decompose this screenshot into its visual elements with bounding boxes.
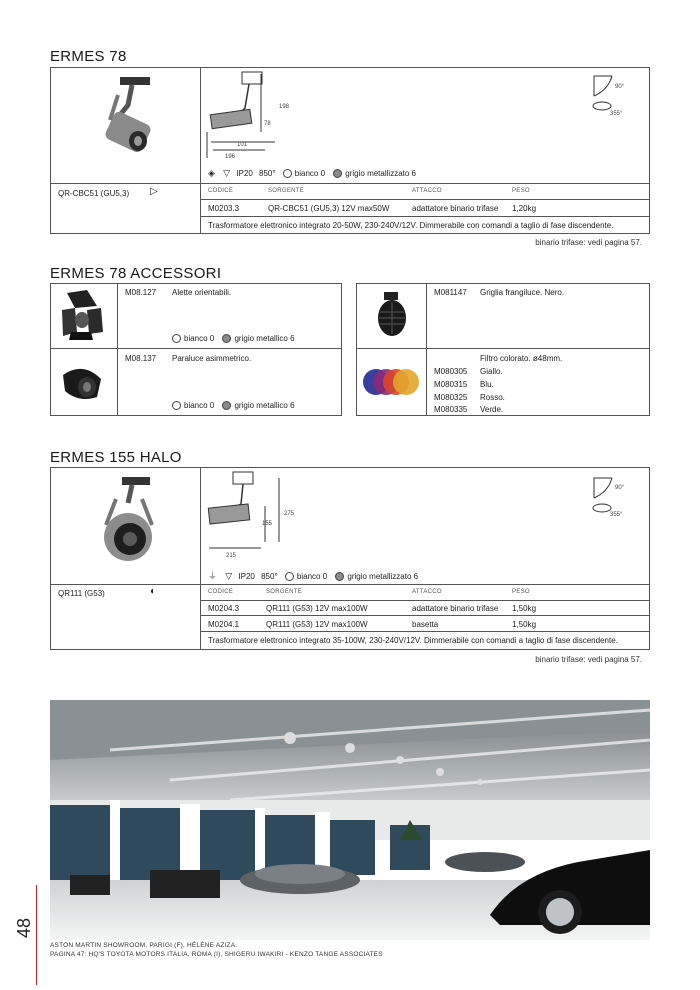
dim-height-total: 198 (279, 104, 290, 110)
grey-swatch-icon (333, 169, 342, 178)
lamp-icon: ▷ (150, 186, 158, 197)
color-filters-image (362, 364, 422, 400)
row-mount: adattatore binario trifase (412, 604, 499, 613)
barn-doors-image (57, 288, 107, 343)
col-mount: ATTACCO (412, 589, 442, 595)
col-weight: PESO (512, 188, 530, 194)
white-swatch-icon (172, 334, 181, 343)
row-code: M0204.1 (208, 620, 240, 629)
track-footnote: binario trifase: vedi pagina 57. (535, 238, 642, 247)
transformer-note: Trasformatore elettronico integrato 20-50W, 230-240V/12V. Dimmerabile con comandi a taglio di fase discendente. (208, 221, 614, 230)
dim-height-head: 155 (262, 521, 273, 527)
accessory-colors (172, 401, 295, 410)
louvre-grid-image (370, 290, 415, 342)
photo-caption-1: ASTON MARTIN SHOWROOM, PARIGI (F), HÉLÈNE AZIZA. (50, 942, 238, 949)
f-mark-icon: ▽ (225, 571, 233, 581)
row-source: QR111 (G53) 12V max100W (266, 620, 368, 629)
tilt-angle: 90° (615, 485, 625, 491)
color-grey-label: grigio metallico 6 (234, 334, 295, 343)
white-swatch-icon (285, 572, 294, 581)
filter-code: M080335 (434, 405, 468, 414)
filter-name: Giallo. (480, 367, 503, 376)
grey-swatch-icon (335, 572, 344, 581)
earth-icon: ⏚ (208, 571, 218, 581)
filter-name: Blu. (480, 380, 494, 389)
rotate-angle: 355° (610, 111, 623, 117)
color-white-label: bianco 0 (184, 401, 215, 410)
color-grey-label: grigio metallico 6 (234, 401, 295, 410)
col-code: CODICE (208, 589, 234, 595)
row-code: M0203.3 (208, 204, 240, 213)
asymmetric-shade-image (57, 355, 107, 410)
filter-name: Rosso. (480, 393, 505, 402)
filter-code: M080325 (434, 393, 468, 402)
row-mount: adattatore binario trifase (412, 204, 499, 213)
section-title-ermes-78: ERMES 78 (50, 48, 127, 65)
transformer-note: Trasformatore elettronico integrato 35-100W, 230-240V/12V. Dimmerabile con comandi a taglio di fase discendente. (208, 636, 618, 645)
row-weight: 1,20kg (512, 204, 537, 213)
accessory-code: M081147 (434, 288, 467, 297)
white-swatch-icon (283, 169, 292, 178)
lamp-label: QR-CBC51 (GU5,3) (58, 189, 130, 198)
dim-height-head: 78 (264, 121, 271, 127)
ip-rating: IP20 (238, 572, 255, 581)
filters-desc: Filtro colorato. ø48mm. (480, 354, 563, 363)
ermes-78-technical-drawing (205, 70, 325, 165)
col-source: SORGENTE (268, 188, 305, 194)
temp-rating: 850° (259, 169, 276, 178)
ip-rating: IP20 (236, 169, 253, 178)
section-title-accessori: ERMES 78 ACCESSORI (50, 265, 222, 282)
row-weight: 1,50kg (512, 604, 537, 613)
dim-height-total: 275 (284, 511, 295, 517)
accessory-desc: Alette orientabili. (172, 288, 232, 297)
lamp-icon: ◐ (150, 586, 157, 597)
accessory-desc: Griglia frangiluce. Nero. (480, 288, 565, 297)
color-white-label: bianco 0 (294, 169, 326, 178)
class-ii-icon: ◈ (208, 168, 215, 178)
filter-name: Verde. (480, 405, 504, 414)
tilt-angle: 90° (615, 84, 625, 90)
dim-width-head: 101 (237, 142, 248, 148)
accessory-desc: Paraluce asimmetrico. (172, 354, 252, 363)
filter-code: M080305 (434, 367, 468, 376)
ermes-155-technical-drawing (205, 470, 325, 555)
rotate-angle: 355° (610, 512, 623, 518)
row-mount: basetta (412, 620, 439, 629)
color-grey-label: grigio metallizzato 6 (345, 169, 416, 178)
color-grey-label: grigio metallizzato 6 (347, 572, 419, 581)
color-white-label: bianco 0 (296, 572, 328, 581)
page-accent-line (36, 885, 37, 985)
accessory-colors (172, 334, 295, 343)
photo-caption-2: PAGINA 47: HQ'S TOYOTA MOTORS ITALIA, ROMA (I), SHIGERU IWAKIRI - KENZO TANGE ASSOCIATES (50, 951, 383, 958)
row-weight: 1,50kg (512, 620, 537, 629)
lamp-label: QR111 (G53) (58, 589, 105, 598)
showroom-photo (50, 700, 650, 940)
ermes-78-product-image (80, 75, 180, 175)
ermes-155-specs (208, 569, 418, 582)
col-mount: ATTACCO (412, 188, 442, 194)
row-source: QR111 (G53) 12V max100W (266, 604, 368, 613)
section-title-ermes-155: ERMES 155 HALO (50, 449, 182, 466)
grey-swatch-icon (222, 334, 231, 343)
dim-width-total: 196 (225, 154, 236, 160)
ermes-78-specs (208, 168, 416, 179)
accessory-code: M08.127 (125, 288, 157, 297)
col-weight: PESO (512, 589, 530, 595)
accessory-code: M08.137 (125, 354, 157, 363)
ermes-155-product-image (80, 475, 180, 575)
page-number: 48 (14, 917, 34, 938)
dim-width-total: 215 (226, 553, 237, 559)
temp-rating: 850° (261, 572, 278, 581)
col-source: SORGENTE (266, 589, 303, 595)
grey-swatch-icon (222, 401, 231, 410)
color-white-label: bianco 0 (184, 334, 215, 343)
filter-code: M080315 (434, 380, 468, 389)
col-code: CODICE (208, 188, 234, 194)
row-code: M0204.3 (208, 604, 240, 613)
track-footnote: binario trifase: vedi pagina 57. (535, 655, 642, 664)
row-source: QR-CBC51 (GU5,3) 12V max50W (268, 204, 390, 213)
f-mark-icon: ▽ (223, 168, 231, 178)
white-swatch-icon (172, 401, 181, 410)
